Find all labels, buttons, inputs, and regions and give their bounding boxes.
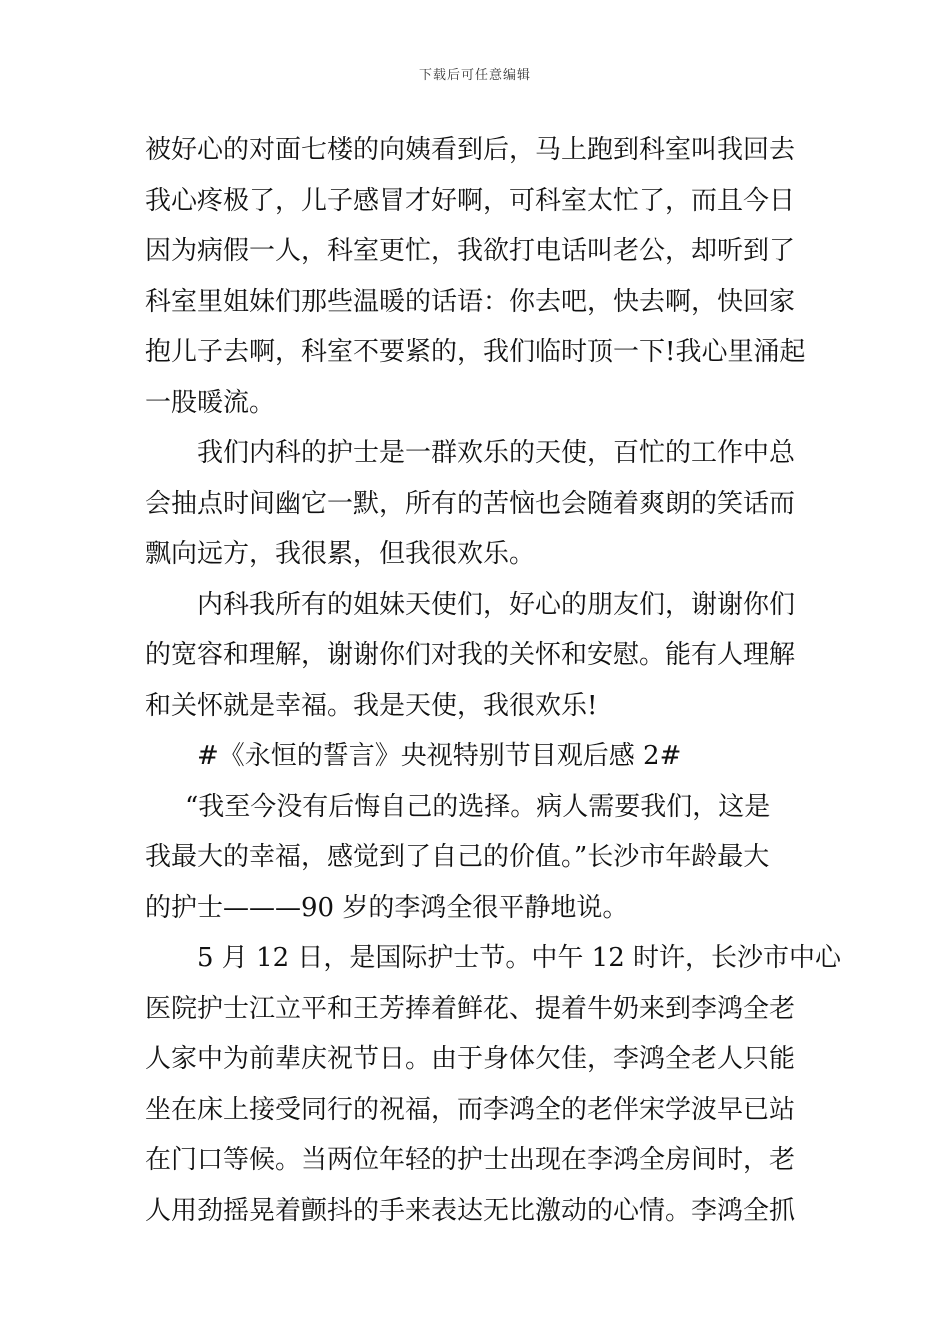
text-line: 被好心的对面七楼的向姨看到后，马上跑到科室叫我回去 [145,135,796,165]
paragraph-start: 5 月 12 日，是国际护士节。中午 12 时许，长沙市中心 [197,943,842,973]
text-line: 医院护士江立平和王芳捧着鲜花、提着牛奶来到李鸿全老 [145,993,796,1024]
text-line: 在门口等候。当两位年轻的护士出现在李鸿全房间时，老 [145,1145,796,1175]
text-line: 一股暖流。 [145,387,276,418]
text-line: 因为病假一人，科室更忙，我欲打电话叫老公，却听到了 [145,236,796,266]
text-line: 会抽点时间幽它一默，所有的苦恼也会随着爽朗的笑话而 [145,488,796,519]
text-line: 的护士———90 岁的李鸿全很平静地说。 [145,892,629,923]
text-line: 我心疼极了，儿子感冒才好啊，可科室太忙了，而且今日 [145,185,796,216]
paragraph-start: 我们内科的护士是一群欢乐的天使，百忙的工作中总 [197,438,796,468]
text-line: 和关怀就是幸福。我是天使，我很欢乐! [145,690,598,721]
text-line: 坐在床上接受同行的祝福，而李鸿全的老伴宋学波早已站 [145,1094,796,1125]
text-line: 科室里姐妹们那些温暖的话语：你去吧，快去啊，快回家 [145,286,796,317]
text-line: 的宽容和理解，谢谢你们对我的关怀和安慰。能有人理解 [145,640,796,670]
section-heading: #《永恒的誓言》央视特别节目观后感 2# [197,741,682,771]
document-body [145,125,842,1236]
paragraph-start: “我至今没有后悔自己的选择。病人需要我们，这是 [185,791,771,822]
text-line: 我最大的幸福，感觉到了自己的价值。”长沙市年龄最大 [145,842,770,872]
page-header: 下载后可任意编辑 [418,68,531,83]
text-line: 人用劲摇晃着颤抖的手来表达无比激动的心情。李鸿全抓 [145,1195,796,1226]
text-line: 飘向远方，我很累，但我很欢乐。 [145,539,536,569]
text-line: 抱儿子去啊，科室不要紧的，我们临时顶一下!我心里涌起 [145,337,806,367]
paragraph-start: 内科我所有的姐妹天使们，好心的朋友们，谢谢你们 [197,589,796,620]
text-line: 人家中为前辈庆祝节日。由于身体欠佳，李鸿全老人只能 [145,1044,796,1074]
